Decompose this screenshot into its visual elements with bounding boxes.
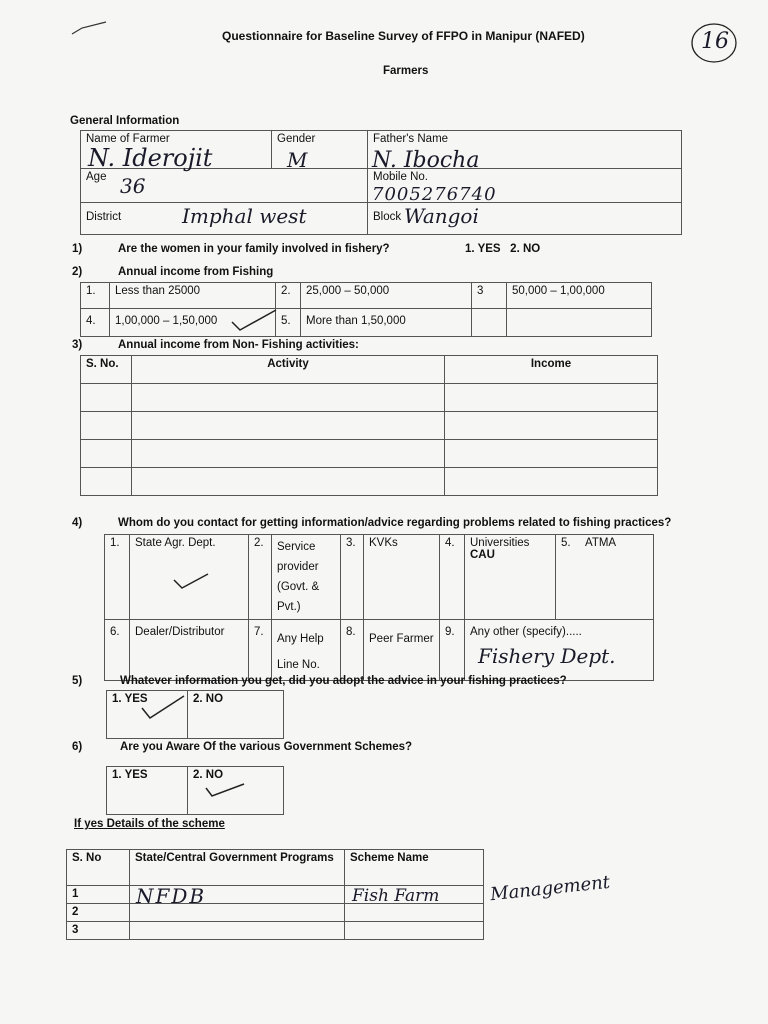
q4-opt7-num: 7. xyxy=(249,620,272,681)
schemes-row1-extra: Management xyxy=(489,871,611,906)
q3-header-activity: Activity xyxy=(132,356,445,384)
name-label: Name of Farmer xyxy=(86,133,170,145)
schemes-row1-program: NFDB xyxy=(136,884,207,908)
q2-opt3-label: 50,000 – 1,00,000 xyxy=(507,283,652,309)
mobile-label: Mobile No. xyxy=(373,171,428,183)
q5-checkmark xyxy=(140,694,186,724)
schemes-row2-sno: 2 xyxy=(67,904,130,922)
q6-checkmark xyxy=(204,782,248,800)
schemes-header-sno: S. No xyxy=(67,850,130,886)
q1-options: 1. YES 2. NO xyxy=(465,243,541,255)
q4-opt9-num: 9. xyxy=(440,620,465,681)
q2-opt4-label: 1,00,000 – 1,50,000 xyxy=(110,309,276,337)
schemes-row1-sno: 1 xyxy=(67,886,130,904)
district-label: District xyxy=(86,211,122,223)
schemes-row3-scheme xyxy=(345,922,484,940)
q4-opt1-num: 1. xyxy=(105,535,130,620)
age-label: Age xyxy=(86,171,107,183)
q4-opt8-num: 8. xyxy=(341,620,364,681)
schemes-row3-program xyxy=(130,922,345,940)
q5-number: 5) xyxy=(72,675,83,687)
gender-cell xyxy=(272,131,368,169)
corner-tick-mark xyxy=(70,20,110,40)
q2-opt3-num: 3 xyxy=(472,283,507,309)
schemes-row2-scheme xyxy=(345,904,484,922)
schemes-row1-scheme: Fish Farm xyxy=(352,886,440,906)
q3-activity-table xyxy=(80,355,658,496)
table-row xyxy=(67,922,484,940)
q4-number: 4) xyxy=(72,517,83,529)
schemes-header-scheme: Scheme Name xyxy=(345,850,484,886)
q5-text: Whatever information you get, did you adopt the advice in your fishing practices? xyxy=(120,675,567,687)
table-row xyxy=(67,904,484,922)
q5-answer-table xyxy=(106,690,284,739)
q4-other-handwritten: Fishery Dept. xyxy=(478,644,616,668)
q4-opt6-label: Dealer/Distributor xyxy=(130,620,249,681)
q6-yes: 1. YES xyxy=(107,767,188,815)
general-info-heading: General Information xyxy=(70,115,180,127)
q6-answer-table xyxy=(106,766,284,815)
q4-opt1-label: State Agr. Dept. xyxy=(130,535,249,620)
document-title: Questionnaire for Baseline Survey of FFPO in Manipur (NAFED) xyxy=(222,29,585,43)
name-value: N. Iderojit xyxy=(88,144,213,172)
table-row xyxy=(81,468,658,496)
q2-income-table xyxy=(80,282,652,337)
q3-text: Annual income from Non- Fishing activities: xyxy=(118,339,359,351)
schemes-heading: If yes Details of the scheme xyxy=(74,818,225,830)
schemes-header-program: State/Central Government Programs xyxy=(130,850,345,886)
q4-opt3-label: KVKs xyxy=(364,535,440,620)
q4-opt2-label: Service provider (Govt. & Pvt.) xyxy=(272,535,341,620)
father-label: Father's Name xyxy=(373,133,449,145)
q4-opt8-label: Peer Farmer xyxy=(364,620,440,681)
q2-opt1-label: Less than 25000 xyxy=(110,283,276,309)
table-row xyxy=(81,412,658,440)
q4-opt5-label: ATMA xyxy=(580,535,654,620)
q1-number: 1) xyxy=(72,243,83,255)
father-value: N. Ibocha xyxy=(372,148,480,173)
q2-opt2-num: 2. xyxy=(276,283,301,309)
q1-text: Are the women in your family involved in fishery? xyxy=(118,243,390,255)
q3-header-income: Income xyxy=(445,356,658,384)
q4-opt7-label: Any Help Line No. xyxy=(272,620,341,681)
block-value: Wangoi xyxy=(404,204,479,228)
q2-opt5-num: 5. xyxy=(276,309,301,337)
q3-header-sno: S. No. xyxy=(81,356,132,384)
q2-checkmark xyxy=(230,306,280,334)
q4-opt3-num: 3. xyxy=(341,535,364,620)
gender-value: M xyxy=(287,148,308,172)
page-number: 16 xyxy=(701,29,729,54)
gender-label: Gender xyxy=(277,133,316,145)
q4-opt4-label: Universities xyxy=(470,537,530,549)
q4-text: Whom do you contact for getting information/advice regarding problems related to fishing practices? xyxy=(118,517,672,529)
q2-empty-label xyxy=(507,309,652,337)
q2-opt1-num: 1. xyxy=(81,283,110,309)
schemes-row3-sno: 3 xyxy=(67,922,130,940)
table-row xyxy=(81,440,658,468)
q4-opt6-num: 6. xyxy=(105,620,130,681)
q6-no: 2. NO xyxy=(188,767,284,815)
q2-empty-num xyxy=(472,309,507,337)
q4-opt4-num: 4. xyxy=(440,535,465,620)
q4-opt4-cell xyxy=(465,535,556,620)
q5-yes: 1. YES xyxy=(107,691,188,739)
q2-number: 2) xyxy=(72,266,83,278)
mobile-value: 7005276740 xyxy=(372,184,497,205)
q4-opt5-num: 5. xyxy=(556,535,581,620)
document-subtitle: Farmers xyxy=(383,65,429,77)
q6-number: 6) xyxy=(72,741,83,753)
district-value: Imphal west xyxy=(182,204,307,228)
q2-text: Annual income from Fishing xyxy=(118,266,274,278)
q4-opt2-num: 2. xyxy=(249,535,272,620)
q6-text: Are you Aware Of the various Government Schemes? xyxy=(120,741,413,753)
q4-opt4-extra: CAU xyxy=(470,549,495,561)
q3-number: 3) xyxy=(72,339,83,351)
table-row xyxy=(81,384,658,412)
q4-opt9-label: Any other (specify)..... xyxy=(465,620,654,681)
age-value: 36 xyxy=(120,174,146,198)
q5-no: 2. NO xyxy=(188,691,284,739)
q2-opt2-label: 25,000 – 50,000 xyxy=(301,283,472,309)
q2-opt5-label: More than 1,50,000 xyxy=(301,309,472,337)
q4-checkmark xyxy=(172,570,212,592)
q2-opt4-num: 4. xyxy=(81,309,110,337)
block-label: Block xyxy=(373,211,402,223)
